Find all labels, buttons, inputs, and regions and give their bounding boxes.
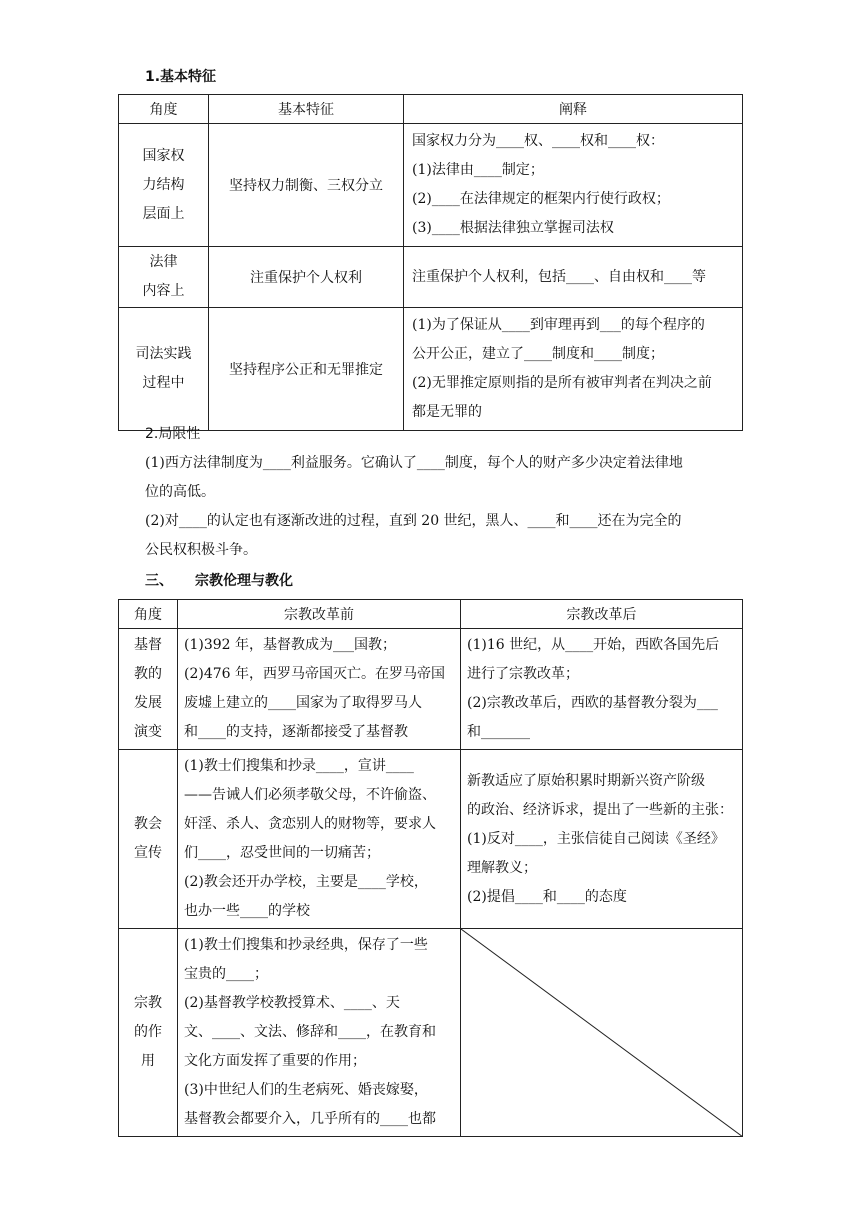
table-row [119, 124, 743, 247]
before-line: 宝贵的____； [184, 966, 268, 982]
paragraph-1 [145, 449, 683, 507]
after-line: 进行了宗教改革； [467, 666, 579, 682]
paragraph-line: 公民权积极斗争。 [145, 542, 257, 558]
angle-line: 用 [141, 1053, 155, 1069]
row-explain [404, 308, 743, 431]
row-angle [119, 124, 209, 247]
row-angle [119, 247, 209, 308]
explain-line: (2)____在法律规定的框架内行使行政权； [412, 191, 670, 207]
table-row [119, 247, 743, 308]
angle-line: 层面上 [142, 205, 185, 222]
after-line: 和_______ [467, 724, 530, 740]
explain-line: 国家权力分为____权、____权和____权： [412, 133, 664, 149]
after-line: (1)反对____，主张信徒自己阅读《圣经》 [467, 830, 725, 847]
row-explain [404, 124, 743, 247]
paragraph-line: (2)对____的认定也有逐渐改进的过程，直到 20 世纪，黑人、____和____还在为完全的 [145, 513, 682, 529]
section3-heading [145, 570, 293, 590]
diagonal-line [461, 929, 743, 1137]
row-angle [119, 629, 178, 750]
after-line: (2)宗教改革后，西欧的基督教分裂为___ [467, 695, 718, 711]
row-after [461, 629, 743, 750]
before-line: (2)基督教学校教授算术、____、天 [184, 995, 400, 1011]
angle-line: 发展 [134, 695, 162, 711]
before-line: (1)教士们搜集和抄录经典，保存了一些 [184, 937, 428, 953]
paragraph-line: 位的高低。 [145, 484, 215, 500]
explain-line: 公开公正，建立了____制度和____制度； [412, 346, 664, 362]
explain-line: 都是无罪的 [412, 404, 482, 420]
angle-line: 的作 [134, 1024, 162, 1040]
table-row [119, 750, 743, 929]
before-line: 也办一些____的学校 [184, 903, 310, 919]
row-feature: 注重保护个人权利 [209, 247, 404, 308]
header-after: 宗教改革后 [461, 600, 743, 629]
explain-line: (1)为了保证从____到审理再到___的每个程序的 [412, 317, 705, 333]
row-angle [119, 308, 209, 431]
after-line: (1)16 世纪，从____开始，西欧各国先后 [467, 637, 720, 653]
row-before [178, 629, 461, 750]
header-angle: 角度 [119, 95, 209, 124]
angle-line: 法律 [149, 254, 178, 270]
features-table [118, 94, 743, 431]
paragraph-line: (1)西方法律制度为____利益服务。它确认了____制度，每个人的财产多少决定着法律地 [145, 455, 683, 471]
table-header-row [119, 600, 743, 629]
paragraph-2 [145, 507, 682, 565]
before-line: (3)中世纪人们的生老病死、婚丧嫁娶， [184, 1082, 428, 1098]
table-row [119, 308, 743, 431]
before-line: (2)476 年，西罗马帝国灭亡。在罗马帝国 [184, 666, 446, 682]
before-line: (1)教士们搜集和抄录____，宣讲____ [184, 758, 414, 774]
angle-line: 教的 [134, 666, 162, 682]
table-header-row [119, 95, 743, 124]
row-after [461, 750, 743, 929]
angle-line: 国家权 [142, 147, 185, 164]
section1-heading: 1.基本特征 [145, 69, 217, 85]
after-line: 新教适应了原始积累时期新兴资产阶级 [467, 772, 705, 789]
religion-table [118, 599, 743, 1137]
row-feature: 坚持程序公正和无罪推定 [209, 308, 404, 431]
before-line: 文化方面发挥了重要的作用； [184, 1053, 366, 1069]
angle-line: 内容上 [142, 283, 185, 299]
explain-line: (1)法律由____制定； [412, 162, 544, 178]
header-explain: 阐释 [404, 95, 743, 124]
before-line: (1)392 年，基督教成为___国教； [184, 637, 397, 653]
before-line: 们____，忍受世间的一切痛苦； [184, 845, 380, 861]
row-before [178, 750, 461, 929]
after-line: (2)提倡____和____的态度 [467, 888, 627, 905]
after-line: 的政治、经济诉求，提出了一些新的主张： [467, 801, 733, 818]
row-angle [119, 750, 178, 929]
header-before: 宗教改革前 [178, 600, 461, 629]
after-line: 理解教义； [467, 859, 537, 876]
row-explain [404, 247, 743, 308]
before-line: 和____的支持，逐渐都接受了基督教 [184, 724, 408, 740]
before-line: 基督教会都要介入，几乎所有的____也都 [184, 1111, 436, 1127]
angle-line: 宣传 [134, 845, 162, 861]
angle-line: 演变 [134, 724, 162, 740]
empty-diagonal-cell [461, 929, 743, 1137]
header-feature: 基本特征 [209, 95, 404, 124]
section3-number: 三、 [145, 573, 173, 589]
angle-line: 力结构 [142, 176, 185, 193]
before-line: 奸淫、杀人、贪恋别人的财物等，要求人 [184, 816, 436, 832]
angle-line: 教会 [134, 816, 162, 832]
before-line: 废墟上建立的____国家为了取得罗马人 [184, 695, 422, 711]
angle-line: 基督 [134, 637, 162, 653]
angle-line: 宗教 [134, 995, 162, 1011]
section3-title: 宗教伦理与教化 [195, 573, 293, 589]
row-feature: 坚持权力制衡、三权分立 [209, 124, 404, 247]
explain-line: (2)无罪推定原则指的是所有被审判者在判决之前 [412, 375, 712, 391]
explain-line: (3)____根据法律独立掌握司法权 [412, 220, 614, 236]
table-row [119, 929, 743, 1137]
table-row [119, 629, 743, 750]
angle-line: 过程中 [142, 375, 185, 391]
section2-heading: 2.局限性 [145, 426, 201, 442]
header-angle: 角度 [119, 600, 178, 629]
before-line: ——告诫人们必须孝敬父母，不许偷盗、 [184, 787, 436, 803]
before-line: (2)教会还开办学校，主要是____学校， [184, 874, 428, 890]
before-line: 文、____、文法、修辞和____，在教育和 [184, 1024, 436, 1040]
row-before [178, 929, 461, 1137]
row-angle [119, 929, 178, 1137]
angle-line: 司法实践 [135, 346, 192, 362]
explain-line: 注重保护个人权利，包括____、自由权和____等 [412, 268, 706, 285]
